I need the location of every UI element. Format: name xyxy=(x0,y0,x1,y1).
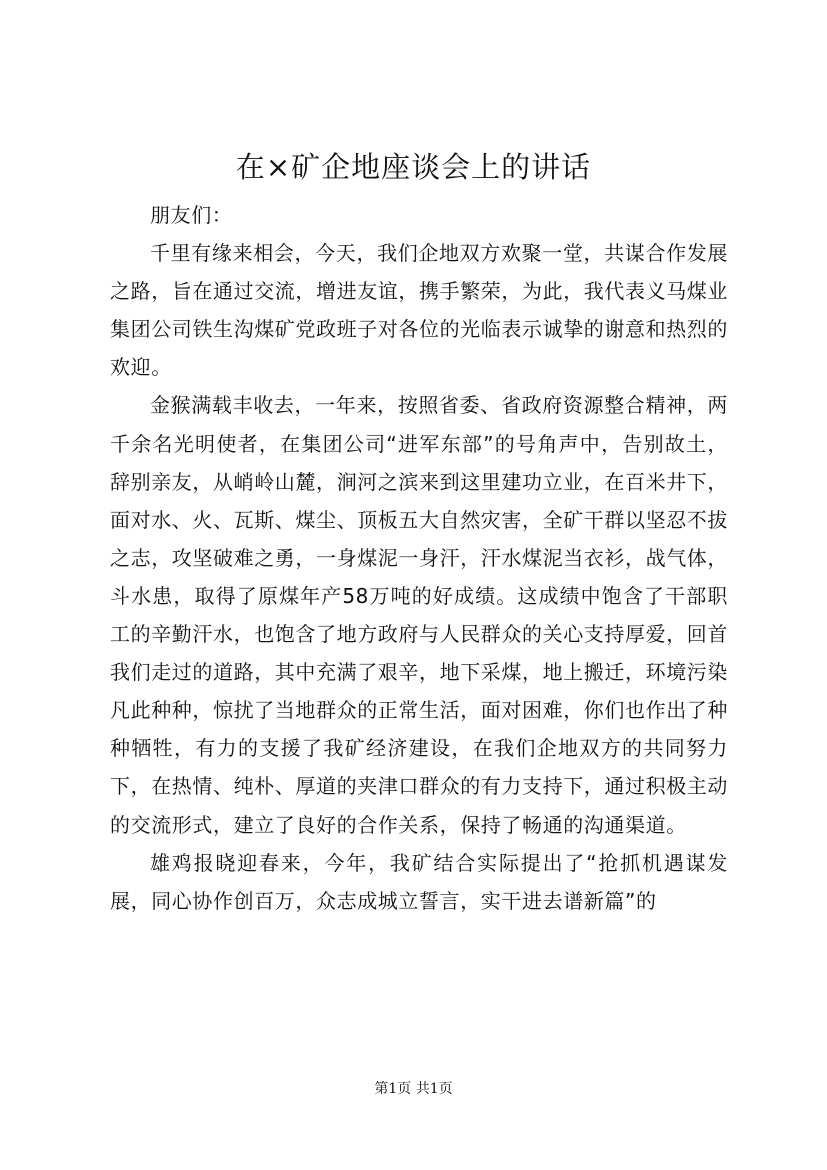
page-footer: 第1页 共1页 xyxy=(374,1081,453,1097)
body-paragraph: 雄鸡报晓迎春来，今年，我矿结合实际提出了“抢抓机遇谋发展，同心协作创百万，众志成城立誓言，实干进去谱新篇”的 xyxy=(110,850,728,913)
salutation-paragraph: 朋友们： xyxy=(150,203,233,227)
body-paragraph: 金猴满载丰收去，一年来，按照省委、省政府资源整合精神，两千余名光明使者，在集团公司“进军东部”的号角声中，告别故土，辞别亲友，从峭岭山麓，涧河之滨来到这里建功立业，在百米井下，面对水、火、瓦斯、煤尘、顶板五大自然灾害，全矿干群以坚忍不拔之志，攻坚破难之勇，一身煤泥一身汗，汗水煤泥当衣衫，战气体，斗水患，取得了原煤年产58万吨的好成绩。这成绩中饱含了干部职工的辛勤汗水，也饱含了地方政府与人民群众的关心支持厚爱，回首我们走过的道路，其中充满了艰辛，地下采煤，地上搬迁，环境污染凡此种种，惊扰了当地群众的正常生活，面对困难，你们也作出了种种牺牲，有力的支援了我矿经济建设，在我们企地双方的共同努力下，在热情、纯朴、厚道的夹津口群众的有力支持下，通过积极主动的交流形式，建立了良好的合作关系，保持了畅通的沟通渠道。 xyxy=(110,393,728,837)
document-body xyxy=(110,196,728,920)
document-title: 在×矿企地座谈会上的讲话 xyxy=(235,150,592,184)
body-paragraph: 千里有缘来相会，今天，我们企地双方欢聚一堂，共谋合作发展之路，旨在通过交流，增进友谊，携手繁荣，为此，我代表义马煤业集团公司铁生沟煤矿党政班子对各位的光临表示诚挚的谢意和热烈的欢迎。 xyxy=(110,241,728,380)
